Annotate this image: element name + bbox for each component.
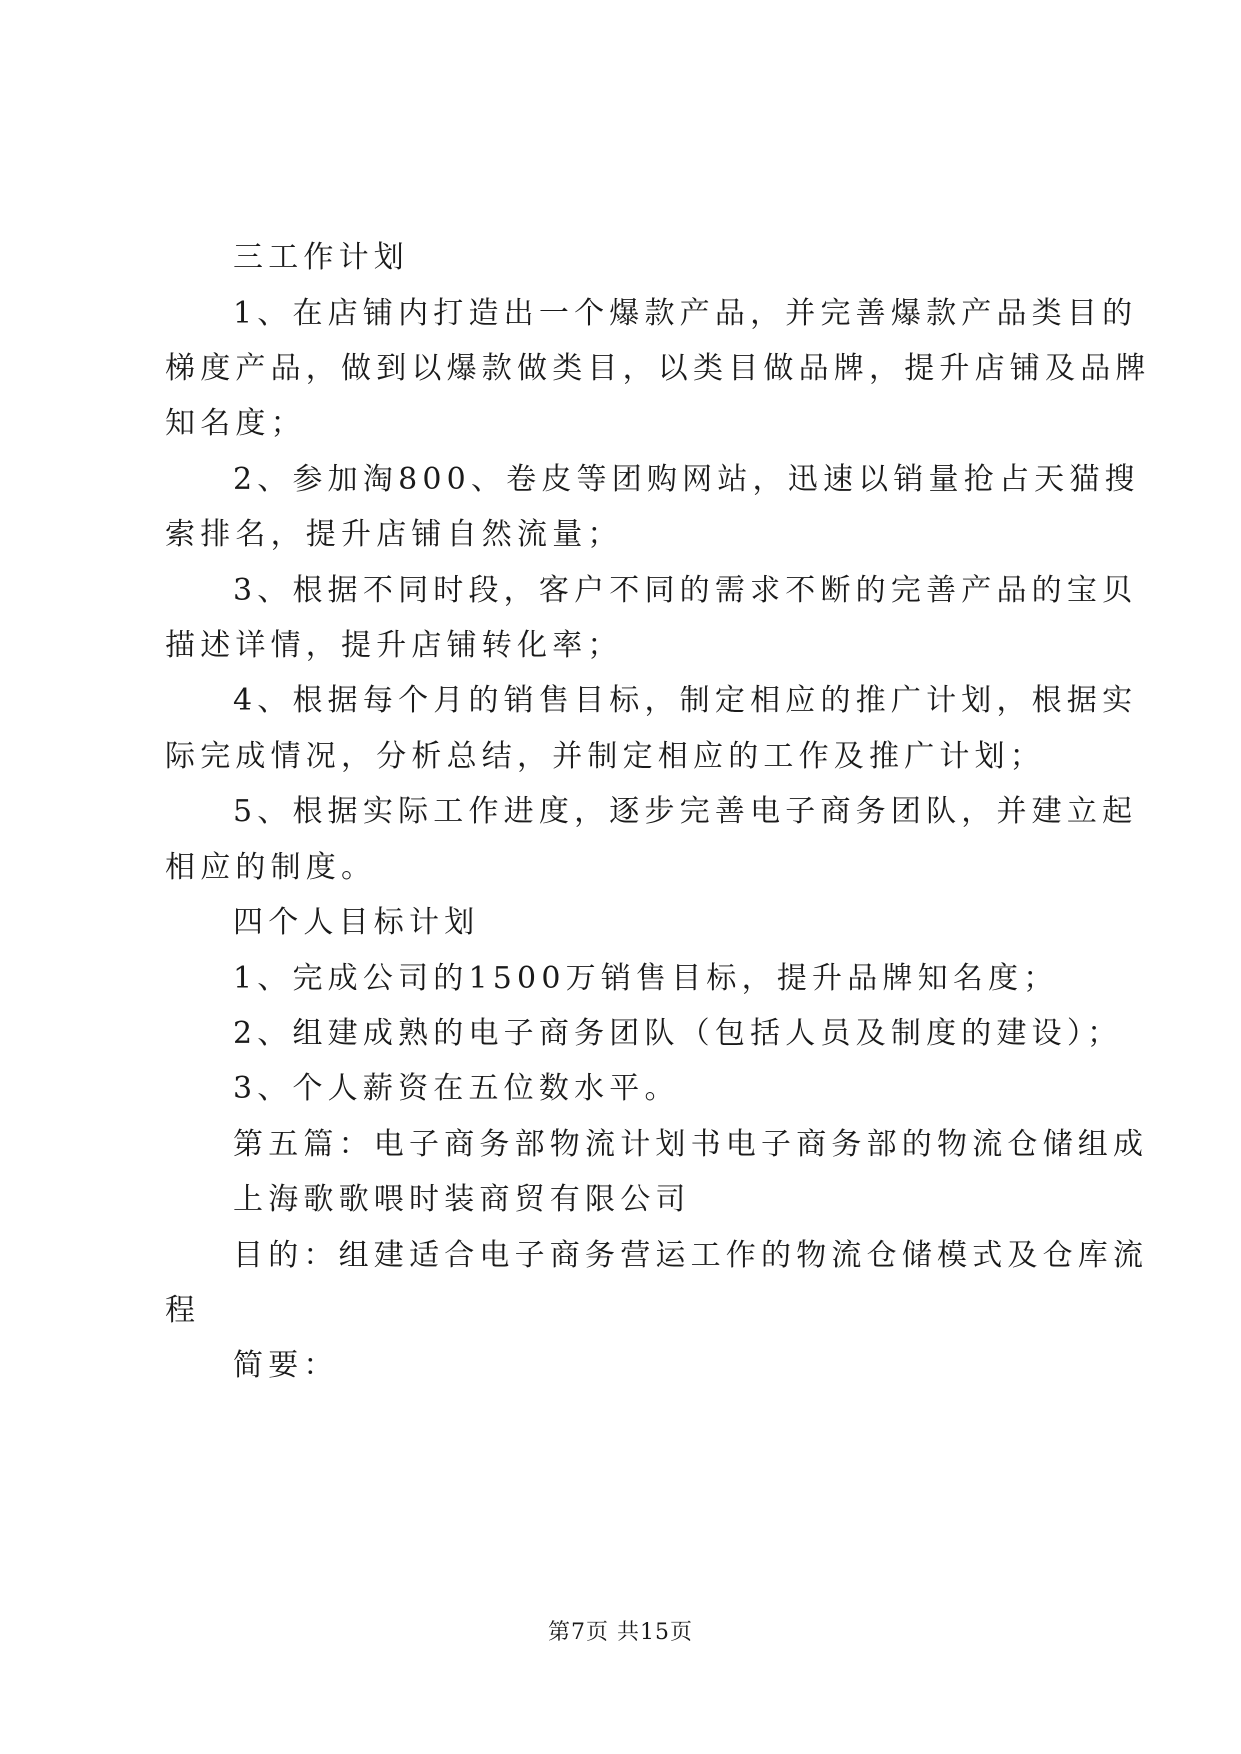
paragraph-line: 4、根据每个月的销售目标，制定相应的推广计划，根据实 (233, 683, 1138, 718)
chapter-title: 第五篇：电子商务部物流计划书电子商务部的物流仓储组成 (233, 1127, 1149, 1162)
paragraph-line: 程 (165, 1293, 201, 1328)
paragraph-line: 目的：组建适合电子商务营运工作的物流仓储模式及仓库流 (233, 1238, 1149, 1273)
paragraph-line: 5、根据实际工作进度，逐步完善电子商务团队，并建立起 (233, 794, 1138, 829)
company-name: 上海歌歌喂时装商贸有限公司 (233, 1182, 691, 1217)
paragraph-line: 际完成情况，分析总结，并制定相应的工作及推广计划； (165, 739, 1045, 774)
paragraph-line: 描述详情，提升店铺转化率； (165, 628, 623, 663)
section-heading-personal-goals: 四个人目标计划 (233, 905, 480, 940)
paragraph-line: 梯度产品，做到以爆款做类目，以类目做品牌，提升店铺及品牌 (165, 351, 1151, 386)
page-number-footer: 第7页 共15页 (548, 1620, 693, 1645)
paragraph-line: 3、个人薪资在五位数水平。 (233, 1071, 680, 1106)
paragraph-line: 2、组建成熟的电子商务团队（包括人员及制度的建设）； (233, 1016, 1123, 1051)
paragraph-line: 1、完成公司的1500万销售目标，提升品牌知名度； (233, 961, 1059, 996)
paragraph-line: 相应的制度。 (165, 850, 377, 885)
summary-label: 简要： (233, 1348, 339, 1383)
paragraph-line: 1、在店铺内打造出一个爆款产品，并完善爆款产品类目的 (233, 296, 1138, 331)
paragraph-line: 3、根据不同时段，客户不同的需求不断的完善产品的宝贝 (233, 573, 1138, 608)
paragraph-line: 2、参加淘800、卷皮等团购网站，迅速以销量抢占天猫搜 (233, 462, 1140, 497)
paragraph-line: 知名度； (165, 406, 306, 441)
paragraph-line: 索排名，提升店铺自然流量； (165, 517, 623, 552)
section-heading-work-plan: 三工作计划 (233, 240, 409, 275)
